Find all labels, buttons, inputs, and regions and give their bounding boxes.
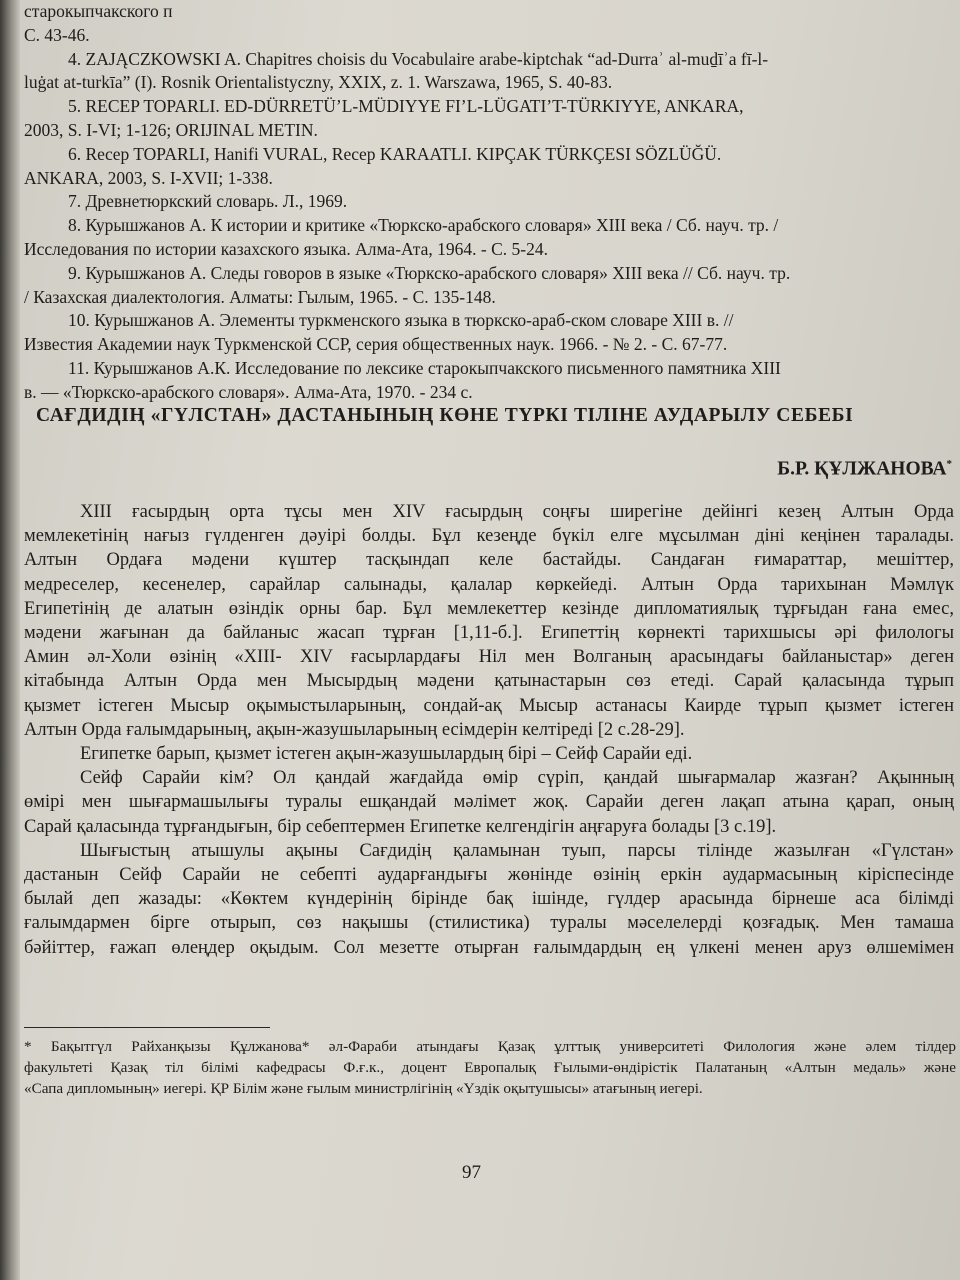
paragraph-line: Сарай қаласында тұрғандығын, бір себептермен Египетке келгендігін аңғаруға болады [3 с.19]. bbox=[24, 816, 777, 837]
reference-line: 5. RECEP TOPARLI. ED-DÜRRETÜ’L-MÜDIYYE FI’L-LÜGATI’T-TÜRKIYYE, ANKARA, bbox=[68, 96, 744, 117]
footnote-line: факультеті Қазақ тіл білімі кафедрасы Ф.ғ.к., доцент Европалық Ғылыми-өндірістік Палатаның «Алтын медаль» және bbox=[24, 1059, 956, 1076]
article-title: САҒДИДІҢ «ГҮЛСТАН» ДАСТАНЫНЫҢ КӨНЕ ТҮРКІ ТІЛІНЕ АУДАРЫЛУ СЕБЕБІ bbox=[36, 405, 854, 426]
paragraph-line: қызмет істеген Мысыр оқымыстыларының, сондай-ақ Мысыр астанасы Каирде тұрып қызмет істеген bbox=[24, 695, 954, 716]
footnote-divider bbox=[24, 1027, 270, 1028]
reference-line: 7. Древнетюркский словарь. Л., 1969. bbox=[68, 191, 348, 212]
paragraph-line: медреселер, кесенелер, сарайлар салынады, қалалар көркейеді. Алтын Орда тарихынан Мәмлүк bbox=[24, 574, 954, 595]
reference-list bbox=[24, 0, 954, 405]
reference-line: luġat at-turkīa” (I). Rosnik Orientalistyczny, XXIX, z. 1. Warszawa, 1965, S. 40-83. bbox=[24, 72, 613, 93]
reference-line: ANKARA, 2003, S. I-XVII; 1-338. bbox=[24, 167, 273, 188]
reference-line: 8. Курышжанов А. К истории и критике «Тюркско-арабского словаря» XIII века / Сб. науч. тр. / bbox=[68, 215, 779, 236]
reference-line: 6. Recep TOPARLI, Hanifi VURAL, Recep KARAATLI. KIPÇAK TÜRKÇESI SÖZLÜĞÜ. bbox=[68, 143, 722, 164]
paragraph-line: мәдени жағынан да байланыс жасап тұрған [1,11-б.]. Египеттің көрнекті тарихшысы әрі филологы bbox=[24, 623, 954, 644]
reference-line: С. 43-46. bbox=[24, 24, 90, 45]
reference-line: в. — «Тюркско-арабского словаря». Алма-Ата, 1970. - 234 с. bbox=[24, 381, 473, 402]
paragraph-line: XIII ғасырдың орта тұсы мен XIV ғасырдың соңғы ширегіне дейінгі кезең Алтын Орда bbox=[80, 502, 954, 522]
body-paragraph bbox=[24, 839, 954, 960]
footnote bbox=[24, 1036, 956, 1099]
reference-line: 9. Курышжанов А. Следы говоров в языке «Тюркско-арабского словаря» XIII века // Сб. науч. тр. bbox=[68, 262, 791, 283]
paragraph-line: кітабында Алтын Орда мен Мысырдың мәдени қатынастарын сөз етеді. Сарай қаласында тұрып bbox=[24, 671, 954, 692]
paragraph-line: былай деп жазады: «Көктем күндерінің бірінде бақ ішінде, гүлдер арасында бірнеше аса білімді bbox=[24, 889, 954, 910]
paragraph-line: мемлекетінің нағыз гүлденген дәуірі болды. Бұл кезеңде бүкіл елге мұсылман діні кеңінен таралады. bbox=[24, 526, 954, 547]
reference-line: 4. ZAJĄCZKOWSKI A. Chapitres choisis du Vocabulaire arabe-kiptchak “ad-Durraʾ al-muḏīʾa fī-l- bbox=[68, 48, 769, 69]
paragraph-line: бәйіттер, ғажап өлеңдер оқыдым. Сол мезетте отырған ғалымдардың ең үлкені менен аруз өлшемімен bbox=[24, 937, 954, 958]
paragraph-line: Шығыстың атышулы ақыны Сағдидің қаламынан туып, парсы тілінде жазылған «Гүлстан» bbox=[80, 840, 954, 861]
article-body bbox=[24, 500, 954, 960]
paragraph-line: Сейф Сарайи кім? Ол қандай жағдайда өмір сүріп, қандай шығармалар жазған? Ақынның bbox=[80, 768, 954, 789]
paragraph-line: өмірі мен шығармашылығы туралы ешқандай мәлімет жоқ. Сарайи деген лақап атына қарап, оның bbox=[24, 792, 954, 813]
footnote-line: * Бақытгүл Райханқызы Құлжанова* әл-Фараби атындағы Қазақ ұлттық университеті Филология және әлем тілдер bbox=[24, 1038, 956, 1055]
reference-line: / Казахская диалектология. Алматы: Гылым, 1965. - С. 135-148. bbox=[24, 286, 496, 307]
paragraph-line: Амин әл-Холи өзінің «XIII- XIV ғасырлардағы Ніл мен Волганың арасындағы байланыстар» деген bbox=[24, 647, 954, 668]
reference-line: Исследования по истории казахского языка. Алма-Ата, 1964. - С. 5-24. bbox=[24, 238, 548, 259]
reference-line: старокыпчакского п bbox=[24, 1, 173, 21]
body-paragraph bbox=[24, 742, 954, 766]
paragraph-line: дастанын Сейф Сарайи не себепті аударғандығы жөнінде өзінің еркін аудармасының кіріспесінде bbox=[24, 865, 954, 886]
article-author bbox=[777, 458, 952, 481]
paragraph-line: Алтын Ордаға мәдени күштер тасқындап келе бастайды. Сандаған ғимараттар, мешіттер, bbox=[24, 550, 954, 571]
reference-line: 10. Курышжанов А. Элементы туркменского языка в тюркско-араб-ском словаре XIII в. // bbox=[68, 310, 734, 331]
book-spine-shadow bbox=[0, 0, 20, 1280]
author-name: Б.Р. ҚҰЛЖАНОВА bbox=[777, 458, 947, 480]
reference-line: 11. Курышжанов А.К. Исследование по лексике старокыпчакского письменного памятника XIII bbox=[68, 357, 781, 378]
reference-line: Известия Академии наук Туркменской ССР, серия общественных наук. 1966. - № 2. - С. 67-77. bbox=[24, 334, 728, 355]
body-paragraph bbox=[24, 500, 954, 742]
paragraph-line: Алтын Орда ғалымдарының, ақын-жазушыларының есімдерін келтіреді [2 с.28-29]. bbox=[24, 719, 685, 740]
footnote-line: «Сапа дипломының» иегері. ҚР Білім және ғылым министрлігінің «Үздік оқытушысы» атағының иегері. bbox=[24, 1080, 703, 1097]
page-number: 97 bbox=[462, 1162, 481, 1183]
paragraph-line: Египетке барып, қызмет істеген ақын-жазушылардың бірі – Сейф Сарайи еді. bbox=[80, 744, 693, 765]
body-paragraph bbox=[24, 766, 954, 839]
author-footnote-mark: * bbox=[946, 458, 952, 470]
paragraph-line: Египетінің де алатын өзіндік орны бар. Бұл мемлекеттер кезінде дипломатиялық тұрғыдан ғана емес, bbox=[24, 598, 954, 619]
paragraph-line: ғалымдармен бірге отырып, сөз нақышы (стилистика) туралы мәселелерді қозғадық. Мен тамаша bbox=[24, 913, 954, 934]
reference-line: 2003, S. I-VI; 1-126; ORIJINAL METIN. bbox=[24, 119, 318, 140]
